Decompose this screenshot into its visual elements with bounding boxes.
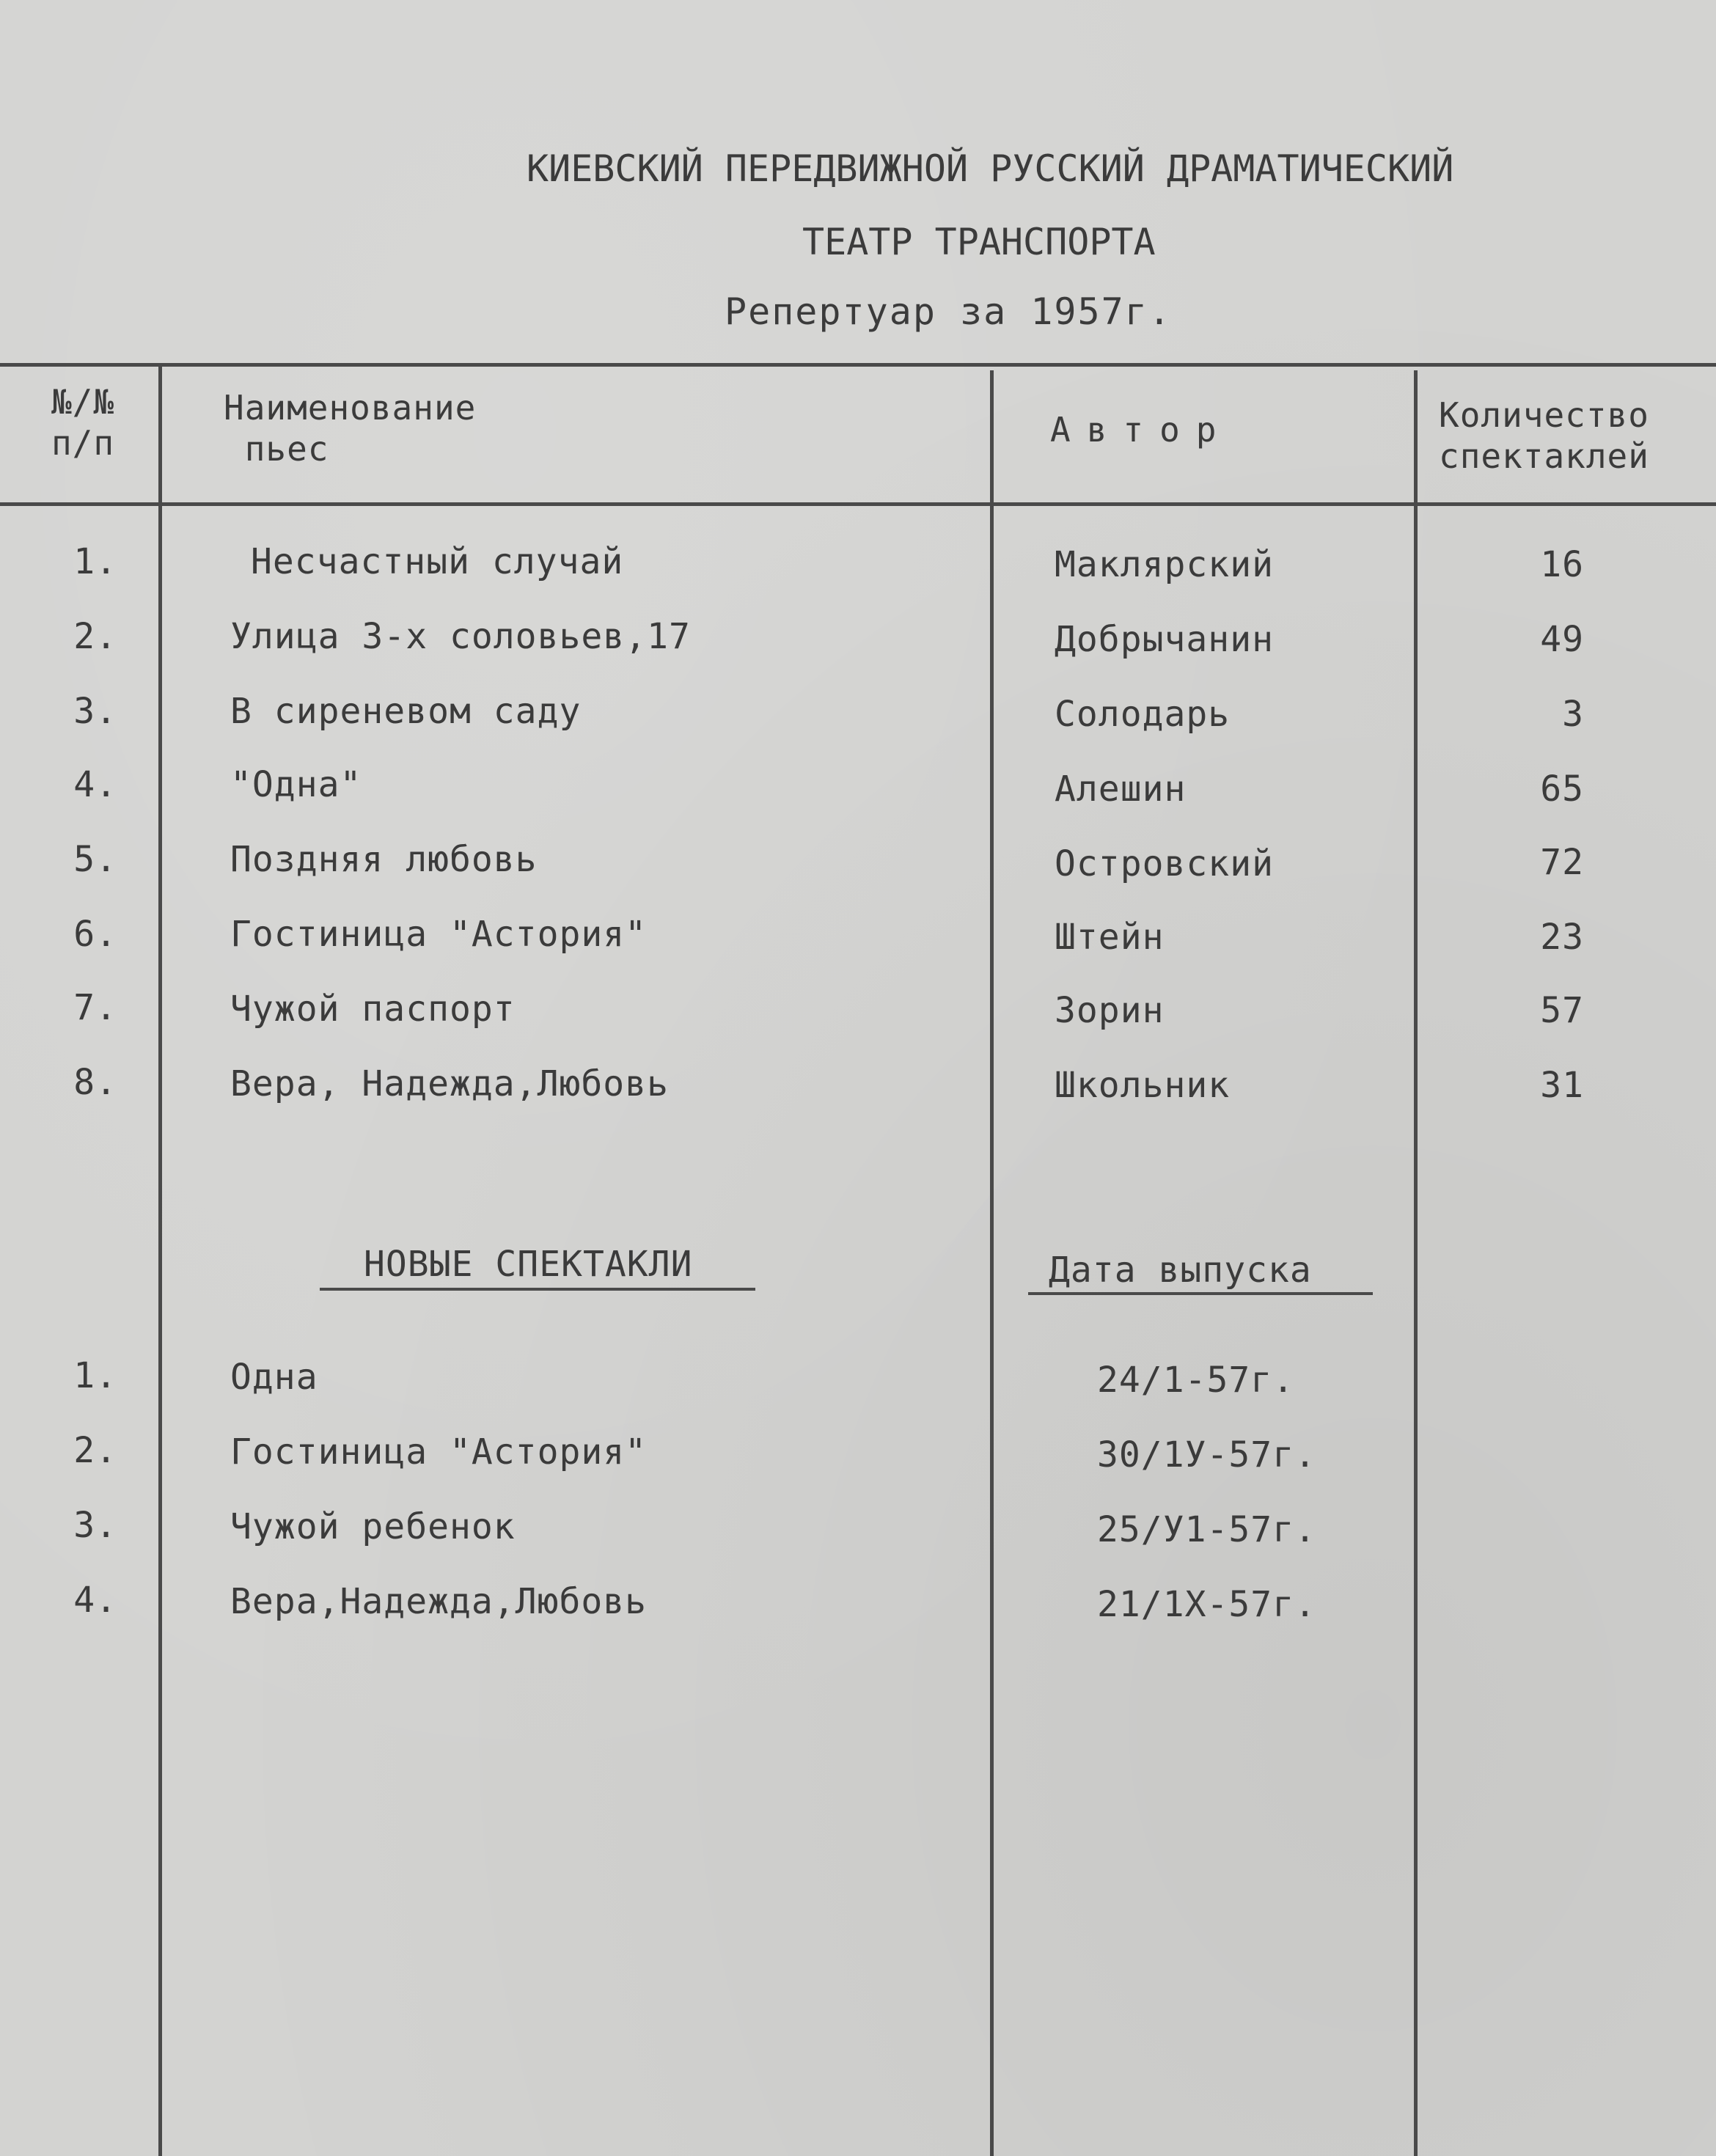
row-5-author: Островский <box>1055 843 1274 884</box>
new-show-4-date: 21/1Х-57г. <box>1097 1584 1316 1625</box>
new-show-4-name: Вера,Надежда,Любовь <box>230 1581 648 1622</box>
row-1-author: Маклярский <box>1055 544 1274 585</box>
column-header-author: Автор <box>1050 410 1233 450</box>
release-date-underline <box>1028 1292 1373 1295</box>
row-8-number: 8. <box>73 1062 117 1103</box>
new-shows-title-underline <box>320 1288 755 1291</box>
new-show-1-number: 1. <box>73 1355 117 1396</box>
new-show-2-date: 30/1У-57г. <box>1097 1434 1316 1475</box>
row-3-count: 3 <box>1562 694 1584 735</box>
header-line-2: ТЕАТР ТРАНСПОРТА <box>802 221 1156 263</box>
row-2-author: Добрычанин <box>1055 619 1274 660</box>
column-divider-1 <box>158 363 162 2156</box>
row-2-count: 49 <box>1540 619 1584 660</box>
new-show-4-number: 4. <box>73 1580 117 1621</box>
row-6-author: Штейн <box>1055 917 1165 958</box>
row-2-number: 2. <box>73 616 117 657</box>
new-shows-title: НОВЫЕ СПЕКТАКЛИ <box>364 1244 693 1285</box>
row-8-author: Школьник <box>1055 1065 1231 1106</box>
table-header-rule <box>0 502 1716 506</box>
row-3-author: Солодарь <box>1055 694 1231 735</box>
column-header-name: Наименование пьес <box>224 388 477 469</box>
new-show-1-date: 24/1-57г. <box>1097 1360 1295 1401</box>
row-3-number: 3. <box>73 691 117 732</box>
row-5-number: 5. <box>73 839 117 880</box>
row-1-name: Несчастный случай <box>251 541 624 582</box>
row-4-name: "Одна" <box>230 764 362 805</box>
row-8-count: 31 <box>1540 1065 1584 1106</box>
new-show-3-name: Чужой ребенок <box>230 1506 516 1547</box>
new-show-3-number: 3. <box>73 1505 117 1546</box>
row-6-count: 23 <box>1540 917 1584 958</box>
row-1-count: 16 <box>1540 544 1584 585</box>
row-7-author: Зорин <box>1055 990 1165 1031</box>
row-5-count: 72 <box>1540 842 1584 883</box>
header-line-1: КИЕВСКИЙ ПЕРЕДВИЖНОЙ РУССКИЙ ДРАМАТИЧЕСКИЙ <box>527 147 1454 190</box>
column-header-count: Количество спектаклей <box>1439 395 1649 476</box>
row-6-number: 6. <box>73 914 117 955</box>
row-8-name: Вера, Надежда,Любовь <box>230 1063 669 1104</box>
row-7-number: 7. <box>73 987 117 1028</box>
row-5-name: Поздняя любовь <box>230 839 538 880</box>
row-7-count: 57 <box>1540 990 1584 1031</box>
new-show-2-number: 2. <box>73 1430 117 1471</box>
row-4-count: 65 <box>1540 769 1584 810</box>
header-line-3: Репертуар за 1957г. <box>725 290 1172 333</box>
new-show-3-date: 25/У1-57г. <box>1097 1509 1316 1550</box>
new-show-1-name: Одна <box>230 1357 318 1398</box>
row-1-number: 1. <box>73 541 117 582</box>
table-top-rule <box>0 363 1716 367</box>
release-date-header: Дата выпуска <box>1049 1250 1312 1291</box>
row-2-name: Улица 3-х соловьев,17 <box>230 616 691 657</box>
column-header-number: №/№ п/п <box>51 382 115 463</box>
row-3-name: В сиреневом саду <box>230 691 582 732</box>
row-7-name: Чужой паспорт <box>230 989 516 1030</box>
row-4-author: Алешин <box>1055 769 1187 810</box>
row-4-number: 4. <box>73 764 117 805</box>
column-divider-3 <box>1414 370 1418 2156</box>
column-divider-2 <box>990 370 994 2156</box>
row-6-name: Гостиница "Астория" <box>230 914 648 955</box>
new-show-2-name: Гостиница "Астория" <box>230 1431 648 1473</box>
